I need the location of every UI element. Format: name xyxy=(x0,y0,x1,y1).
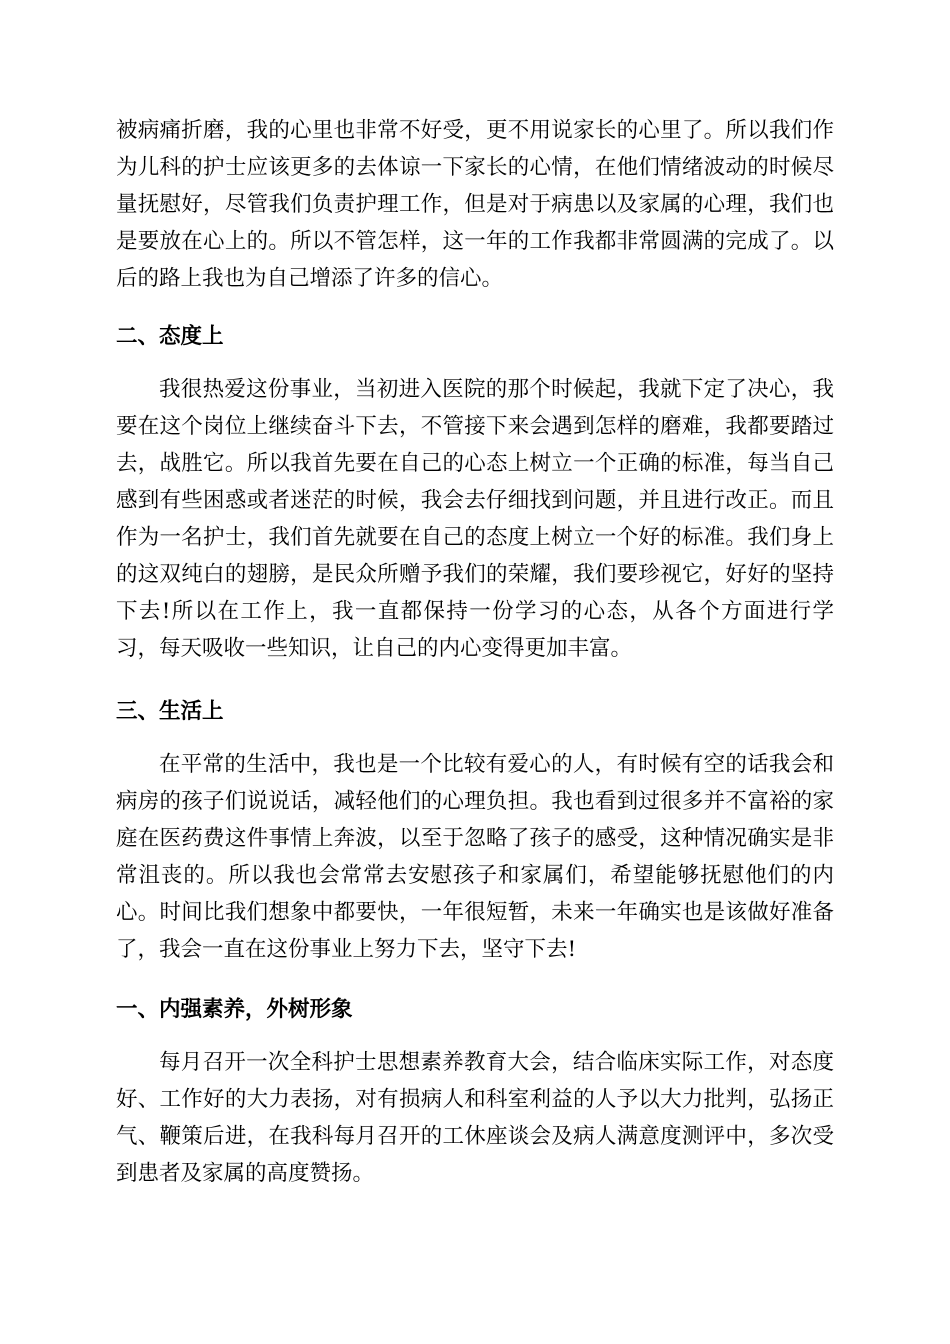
section-body-life: 在平常的生活中，我也是一个比较有爱心的人，有时候有空的话我会和病房的孩子们说说话，减轻他们的心理负担。我也看到过很多并不富裕的家庭在医药费这件事情上奔波，以至于忽略了孩子的感受，这种情况确实是非常沮丧的。所以我也会常常去安慰孩子和家属们，希望能够抚慰他们的内心。时间比我们想象中都要快，一年很短暂，未来一年确实也是该做好准备了，我会一直在这份事业上努力下去，坚守下去! xyxy=(116,752,834,962)
section-heading-life: 三、生活上 xyxy=(116,699,224,724)
intro-paragraph: 被病痛折磨，我的心里也非常不好受，更不用说家长的心里了。所以我们作为儿科的护士应该更多的去体谅一下家长的心情，在他们情绪波动的时候尽量抚慰好，尽管我们负责护理工作，但是对于病患以及家属的心理，我们也是要放在心上的。所以不管怎样，这一年的工作我都非常圆满的完成了。以后的路上我也为自己增添了许多的信心。 xyxy=(116,118,834,291)
section-heading-attitude: 二、态度上 xyxy=(116,324,224,349)
section-heading-cultivation: 一、内强素养，外树形象 xyxy=(116,997,353,1022)
section-body-attitude: 我很热爱这份事业，当初进入医院的那个时候起，我就下定了决心，我要在这个岗位上继续奋斗下去，不管接下来会遇到怎样的磨难，我都要踏过去，战胜它。所以我首先要在自己的心态上树立一个正确的标准，每当自己感到有些困惑或者迷茫的时候，我会去仔细找到问题，并且进行改正。而且作为一名护士，我们首先就要在自己的态度上树立一个好的标准。我们身上的这双纯白的翅膀，是民众所赠予我们的荣耀，我们要珍视它，好好的坚持下去!所以在工作上，我一直都保持一份学习的心态，从各个方面进行学习，每天吸收一些知识，让自己的内心变得更加丰富。 xyxy=(116,377,834,661)
section-body-cultivation: 每月召开一次全科护士思想素养教育大会，结合临床实际工作，对态度好、工作好的大力表扬，对有损病人和科室利益的人予以大力批判，弘扬正气、鞭策后进，在我科每月召开的工休座谈会及病人满意度测评中，多次受到患者及家属的高度赞扬。 xyxy=(116,1050,834,1186)
